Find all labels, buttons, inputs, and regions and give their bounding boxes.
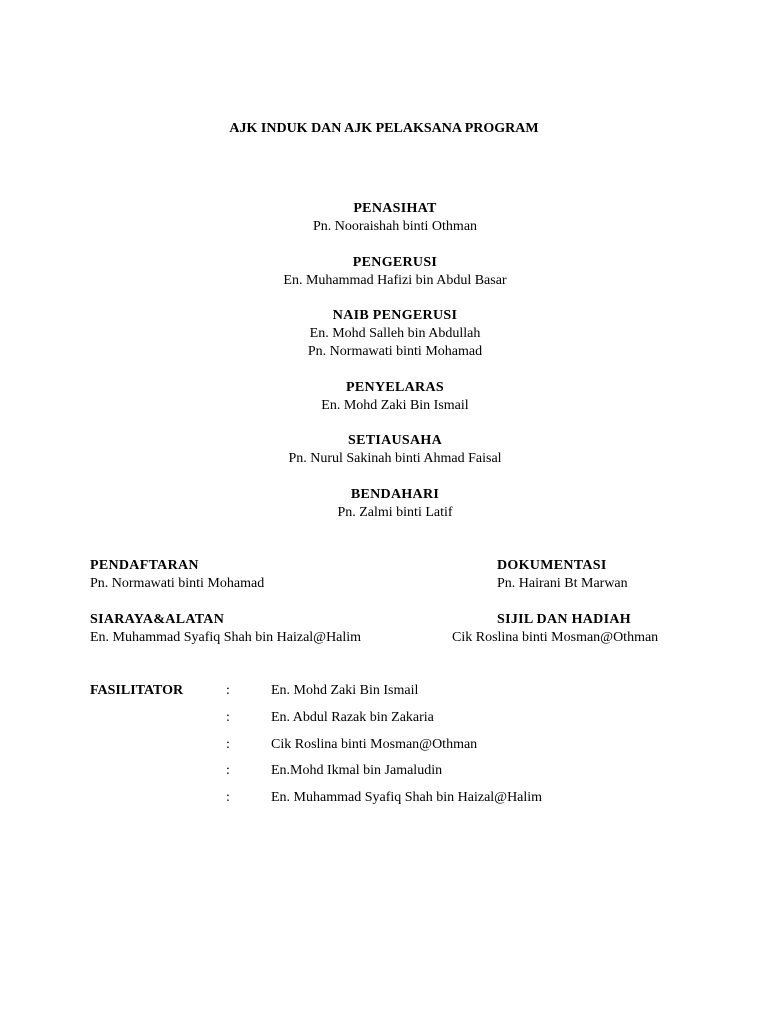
- role-member: Pn. Hairani Bt Marwan: [497, 576, 628, 591]
- role-heading: PENASIHAT: [353, 201, 437, 216]
- role-member: Pn. Normawati binti Mohamad: [307, 344, 483, 359]
- fasilitator-member: En. Muhammad Syafiq Shah bin Haizal@Halim: [271, 790, 543, 805]
- role-pendaftaran: [90, 557, 264, 593]
- role-member: En. Muhammad Hafizi bin Abdul Basar: [283, 273, 507, 288]
- document-title: AJK INDUK DAN AJK PELAKSANA PROGRAM: [229, 121, 539, 136]
- fasilitator-colon: :: [226, 763, 230, 778]
- fasilitator-colon: :: [226, 790, 230, 805]
- role-sijil-dan-hadiah: [452, 611, 658, 647]
- fasilitator-label: FASILITATOR: [90, 683, 184, 698]
- role-heading: PENDAFTARAN: [90, 558, 199, 573]
- role-member: En. Mohd Salleh bin Abdullah: [309, 326, 481, 341]
- fasilitator-colon: :: [226, 737, 230, 752]
- role-heading: PENGERUSI: [352, 255, 438, 270]
- role-member: Pn. Zalmi binti Latif: [337, 505, 453, 520]
- role-penyelaras: [0, 379, 768, 415]
- role-heading: BENDAHARI: [350, 487, 440, 502]
- role-naib-pengerusi: [0, 307, 768, 361]
- role-member: En. Muhammad Syafiq Shah bin Haizal@Halim: [90, 630, 362, 645]
- fasilitator-member: Cik Roslina binti Mosman@Othman: [271, 737, 478, 752]
- role-member: Pn. Nurul Sakinah binti Ahmad Faisal: [288, 451, 502, 466]
- role-member: Cik Roslina binti Mosman@Othman: [452, 630, 659, 645]
- role-dokumentasi: [497, 557, 628, 593]
- role-heading: PENYELARAS: [346, 380, 444, 395]
- role-bendahari: [0, 486, 768, 522]
- role-heading: NAIB PENGERUSI: [332, 308, 458, 323]
- fasilitator-member: En. Mohd Zaki Bin Ismail: [271, 683, 419, 698]
- fasilitator-member: En. Abdul Razak bin Zakaria: [271, 710, 434, 725]
- role-heading: SETIAUSAHA: [347, 433, 443, 448]
- role-heading: DOKUMENTASI: [497, 558, 607, 573]
- role-member: En. Mohd Zaki Bin Ismail: [321, 398, 469, 413]
- role-heading: SIARAYA&ALATAN: [90, 612, 225, 627]
- role-siaraya-alatan: [90, 611, 361, 647]
- role-pengerusi: [0, 254, 768, 290]
- role-member: Pn. Nooraishah binti Othman: [312, 219, 478, 234]
- role-heading: SIJIL DAN HADIAH: [497, 612, 631, 627]
- fasilitator-member: En.Mohd Ikmal bin Jamaludin: [271, 763, 443, 778]
- role-member: Pn. Normawati binti Mohamad: [90, 576, 265, 591]
- role-penasihat: [0, 200, 768, 236]
- fasilitator-colon: :: [226, 683, 230, 698]
- role-setiausaha: [0, 432, 768, 468]
- fasilitator-colon: :: [226, 710, 230, 725]
